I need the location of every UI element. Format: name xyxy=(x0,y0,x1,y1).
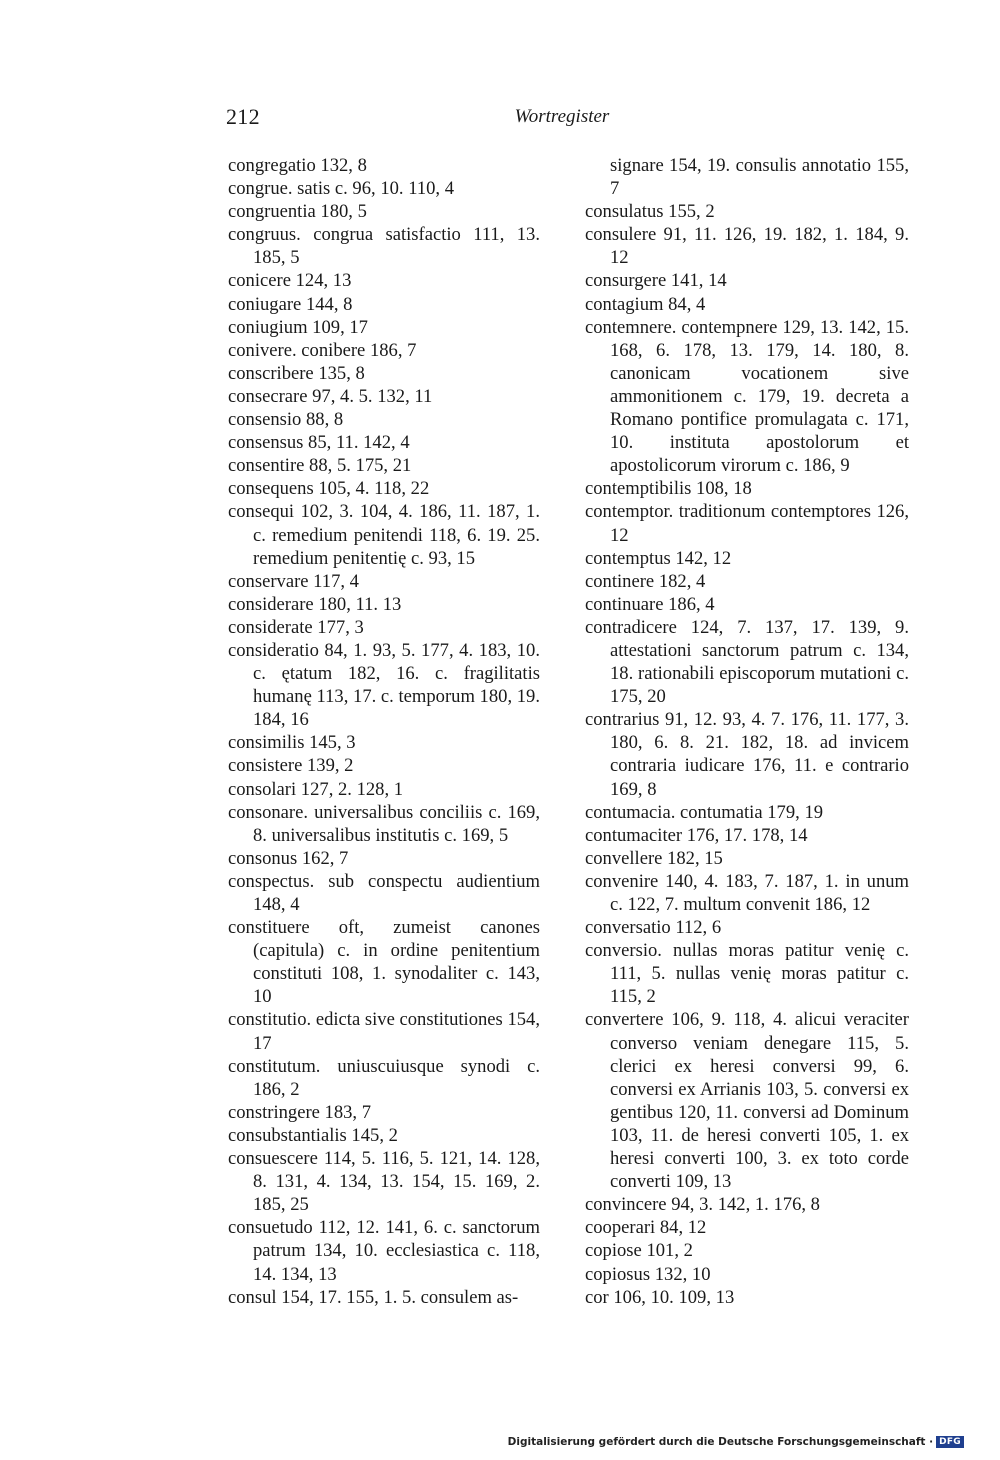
page-number: 212 xyxy=(226,104,260,129)
index-entry: consistere 139, 2 xyxy=(228,755,354,777)
index-entry: contemnere. contempnere 129, 13. 142, 15. 168, 6. 178, 13. 179, 14. 180, 8. canonicam vocationem sive ammonitionem c. 179, 19. decreta a Romano pontifice promulagata c. 171, 10. instituta apostolorum et apostolicorum virorum c. 186, 9 xyxy=(585,316,909,477)
index-entry: consonus 162, 7 xyxy=(228,847,349,869)
index-entry: congrue. satis c. 96, 10. 110, 4 xyxy=(228,178,455,200)
index-entry: conicere 124, 13 xyxy=(228,270,352,292)
index-entry: constitutio. edicta sive constitutiones 154, 17 xyxy=(228,1009,540,1054)
index-column-left xyxy=(228,154,540,1309)
index-entry: contemptus 142, 12 xyxy=(585,547,732,569)
index-entry: consequens 105, 4. 118, 22 xyxy=(228,478,430,500)
index-entry: contagium 84, 4 xyxy=(585,293,706,315)
index-entry: contrarius 91, 12. 93, 4. 7. 176, 11. 177, 3. 180, 6. 8. 21. 182, 18. ad invicem contraria iudicare 176, 11. e contrario 169, 8 xyxy=(585,709,909,800)
index-entry: convertere 106, 9. 118, 4. alicui veraciter converso veniam denegare 115, 5. clerici ex heresi conversi 99, 6. conversi ex Arrianis 103, 5. conversi ex gentibus 120, 11. conversi ad Dominum 103, 11. de heresi converti 105, 1. ex heresi converti 100, 3. ex toto corde converti 109, 13 xyxy=(585,1009,909,1193)
index-entry: considerare 180, 11. 13 xyxy=(228,593,402,615)
index-entry: constituere oft, zumeist canones (capitula) c. in ordine penitentium constituti 108, 1. synodaliter c. 143, 10 xyxy=(228,917,540,1008)
index-entry: consecrare 97, 4. 5. 132, 11 xyxy=(228,385,433,407)
index-entry: consentire 88, 5. 175, 21 xyxy=(228,455,412,477)
index-entry: cooperari 84, 12 xyxy=(585,1217,707,1239)
index-entry: copiose 101, 2 xyxy=(585,1240,693,1262)
index-entry: signare 154, 19. consulis annotatio 155, 7 xyxy=(610,155,909,200)
index-entry: consensus 85, 11. 142, 4 xyxy=(228,432,410,454)
index-entry: consolari 127, 2. 128, 1 xyxy=(228,778,404,800)
index-entry: coniugium 109, 17 xyxy=(228,316,368,338)
index-entry: conversio. nullas moras patitur venię c. 111, 5. nullas venię moras patitur c. 115, 2 xyxy=(585,940,909,1008)
index-entry: consideratio 84, 1. 93, 5. 177, 4. 183, 10. c. ętatum 182, 16. c. fragilitatis humanę 113, 17. c. temporum 180, 19. 184, 16 xyxy=(228,639,540,731)
index-entry: congruus. congrua satisfactio 111, 13. 185, 5 xyxy=(228,224,540,269)
index-column-right xyxy=(585,154,909,1309)
index-entry: consulatus 155, 2 xyxy=(585,201,715,223)
index-entry: contumaciter 176, 17. 178, 14 xyxy=(585,824,808,846)
running-head: Wortregister xyxy=(514,106,610,127)
index-entry: contemptor. traditionum contemptores 126, 12 xyxy=(585,501,909,546)
index-entry: conscribere 135, 8 xyxy=(228,362,365,384)
digitization-credit xyxy=(508,1436,964,1448)
index-entry: consonare. universalibus conciliis c. 169, 8. universalibus institutis c. 169, 5 xyxy=(228,801,540,846)
index-entry: conivere. conibere 186, 7 xyxy=(228,339,417,361)
index-entry: consulere 91, 11. 126, 19. 182, 1. 184, 9. 12 xyxy=(585,224,909,269)
index-entry: conversatio 112, 6 xyxy=(585,917,722,939)
index-entry: continere 182, 4 xyxy=(585,570,706,592)
index-entry: coniugare 144, 8 xyxy=(228,293,353,315)
index-entry: contradicere 124, 7. 137, 17. 139, 9. attestationi sanctorum patrum c. 134, 18. rationabili episcoporum mutationi c. 175, 20 xyxy=(585,616,909,708)
index-entry: consequi 102, 3. 104, 4. 186, 11. 187, 1. c. remedium penitendi 118, 6. 19. 25. remedium penitentię c. 93, 15 xyxy=(228,501,540,569)
index-entry: contemptibilis 108, 18 xyxy=(585,478,752,500)
index-entry: consuescere 114, 5. 116, 5. 121, 14. 128, 8. 131, 4. 134, 13. 154, 15. 169, 2. 185, 25 xyxy=(228,1148,540,1216)
index-entry: consensio 88, 8 xyxy=(228,409,344,431)
index-entry: contumacia. contumatia 179, 19 xyxy=(585,801,824,823)
index-entry: cor 106, 10. 109, 13 xyxy=(585,1286,735,1308)
index-entry: consimilis 145, 3 xyxy=(228,732,356,754)
index-entry: continuare 186, 4 xyxy=(585,593,715,615)
index-entry: consul 154, 17. 155, 1. 5. consulem as- xyxy=(228,1286,519,1308)
index-entry: consurgere 141, 14 xyxy=(585,270,727,292)
index-entry: conspectus. sub conspectu audientium 148, 4 xyxy=(228,870,540,915)
index-entry: constitutum. uniuscuiusque synodi c. 186, 2 xyxy=(228,1055,540,1100)
index-entry: convincere 94, 3. 142, 1. 176, 8 xyxy=(585,1194,820,1216)
credit-text: Digitalisierung gefördert durch die Deutsche Forschungsgemeinschaft · xyxy=(507,1436,934,1448)
dfg-logo: DFG xyxy=(936,1436,964,1448)
index-entry: consubstantialis 145, 2 xyxy=(228,1124,398,1146)
index-entry: consuetudo 112, 12. 141, 6. c. sanctorum patrum 134, 10. ecclesiastica c. 118, 14. 134, 13 xyxy=(228,1217,540,1285)
index-entry: conservare 117, 4 xyxy=(228,570,359,592)
index-entry: considerate 177, 3 xyxy=(228,616,364,638)
index-entry: congregatio 132, 8 xyxy=(228,155,367,176)
index-entry: copiosus 132, 10 xyxy=(585,1263,711,1285)
index-entry: congruentia 180, 5 xyxy=(228,201,367,223)
index-entry: convellere 182, 15 xyxy=(585,847,723,869)
index-entry: constringere 183, 7 xyxy=(228,1101,372,1123)
index-entry: convenire 140, 4. 183, 7. 187, 1. in unum c. 122, 7. multum convenit 186, 12 xyxy=(585,870,909,915)
